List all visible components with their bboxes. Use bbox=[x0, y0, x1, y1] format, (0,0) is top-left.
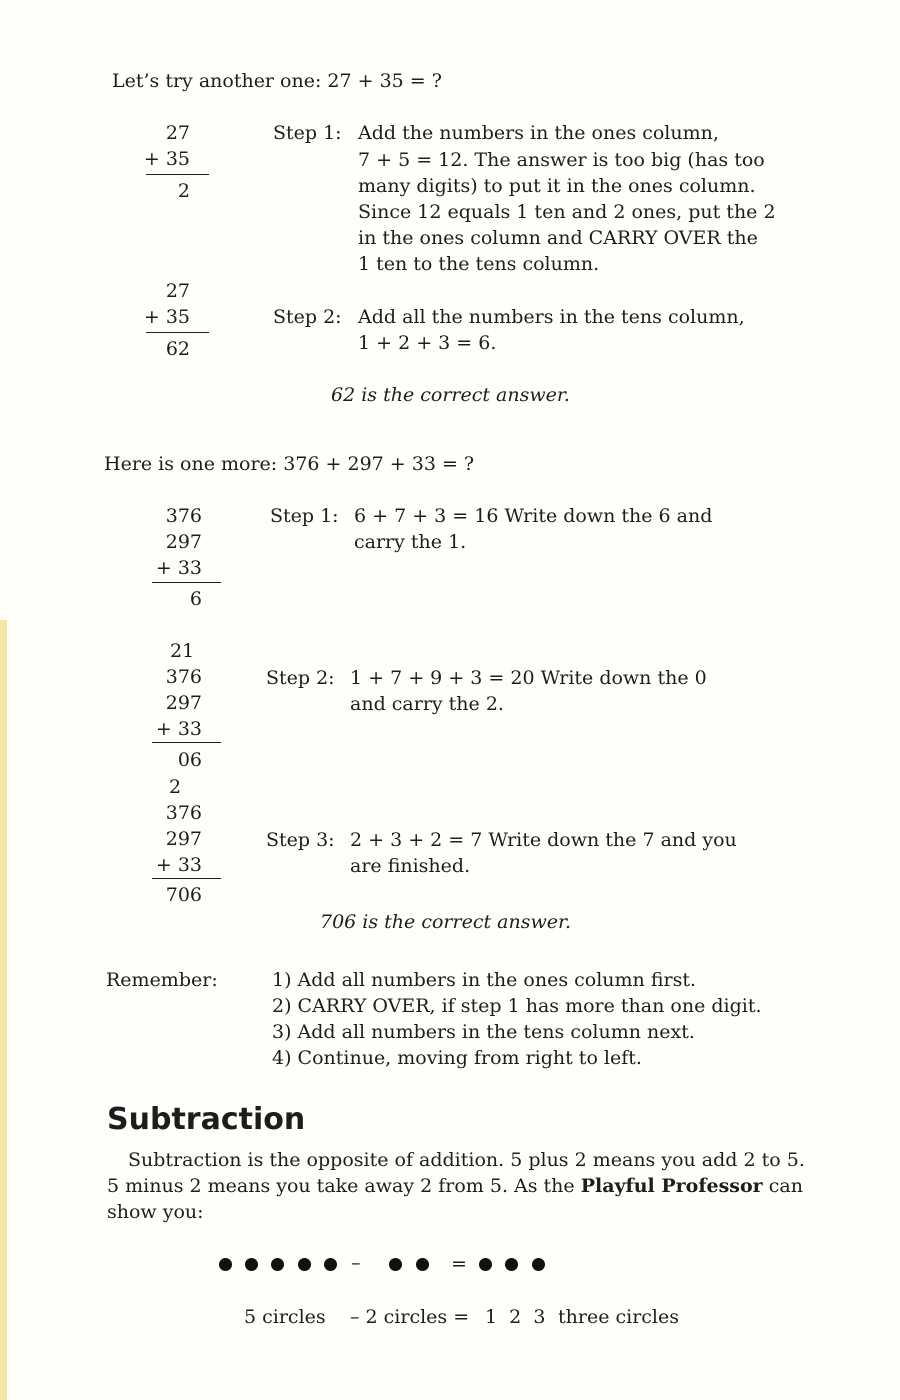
ex2-s2-num-3: + 33 bbox=[155, 718, 202, 740]
ex2-s2-num-2: 297 bbox=[165, 692, 202, 714]
subtraction-para-line-2 bbox=[107, 1173, 803, 1199]
para-line-2-text-a: 5 minus 2 means you take away 2 from 5. As the bbox=[107, 1175, 581, 1197]
ex1-s1-result: 2 bbox=[177, 180, 190, 202]
ex2-step2-text-1: 1 + 7 + 9 + 3 = 20 Write down the 0 bbox=[350, 667, 707, 689]
subtraction-para-line-3: show you: bbox=[107, 1201, 204, 1223]
ex2-s3-sum-rule bbox=[152, 878, 221, 879]
circle-dot bbox=[416, 1258, 429, 1271]
ex2-s3-num-3: + 33 bbox=[155, 854, 202, 876]
ex1-step1-text-2: 7 + 5 = 12. The answer is too big (has too bbox=[358, 149, 765, 171]
remember-item-2: 2) CARRY OVER, if step 1 has more than one digit. bbox=[272, 995, 762, 1017]
subtraction-heading: Subtraction bbox=[107, 1102, 306, 1137]
remember-item-3: 3) Add all numbers in the tens column next. bbox=[272, 1021, 695, 1043]
remember-item-4: 4) Continue, moving from right to left. bbox=[272, 1047, 642, 1069]
playful-professor-name: Playful Professor bbox=[580, 1175, 763, 1197]
circle-dot bbox=[324, 1258, 337, 1271]
ex2-step1-text-1: 6 + 7 + 3 = 16 Write down the 6 and bbox=[354, 505, 713, 527]
ex2-s1-sum-rule bbox=[152, 582, 221, 583]
ex2-s3-result: 706 bbox=[165, 884, 202, 906]
ex2-s1-result: 6 bbox=[189, 588, 202, 610]
ex2-s1-num-2: 297 bbox=[165, 531, 202, 553]
ex1-s2-addend-a: 27 bbox=[165, 280, 190, 302]
ex1-s1-sum-rule bbox=[146, 174, 209, 175]
ex2-s2-carry: 21 bbox=[170, 640, 195, 662]
ex1-step1-text-5: in the ones column and CARRY OVER the bbox=[358, 227, 758, 249]
ex1-step1-text-1: Add the numbers in the ones column, bbox=[358, 122, 719, 144]
ex2-answer: 706 is the correct answer. bbox=[320, 911, 571, 933]
caption-three-circles: three circles bbox=[558, 1306, 679, 1328]
minus-sign: – bbox=[351, 1252, 361, 1274]
para-line-2-text-b: can bbox=[762, 1175, 803, 1197]
ex1-step1-text-4: Since 12 equals 1 ten and 2 ones, put the 2 bbox=[358, 201, 776, 223]
example1-intro: Let’s try another one: 27 + 35 = ? bbox=[112, 70, 442, 92]
ex2-step3-text-2: are finished. bbox=[350, 855, 471, 877]
ex1-step2-label: Step 2: bbox=[273, 306, 342, 328]
caption-minus-two-circles: – 2 circles = bbox=[350, 1306, 470, 1328]
ex2-step3-text-1: 2 + 3 + 2 = 7 Write down the 7 and you bbox=[350, 829, 737, 851]
ex2-s2-result: 06 bbox=[177, 749, 202, 771]
ex1-step1-label: Step 1: bbox=[273, 122, 342, 144]
ex2-step1-text-2: carry the 1. bbox=[354, 531, 467, 553]
ex1-s1-addend-b: + 35 bbox=[143, 148, 190, 170]
ex2-step2-label: Step 2: bbox=[266, 667, 335, 689]
example2-intro: Here is one more: 376 + 297 + 33 = ? bbox=[104, 453, 475, 475]
equals-sign: = bbox=[451, 1253, 467, 1275]
ex2-s2-num-1: 376 bbox=[165, 666, 202, 688]
remember-label: Remember: bbox=[106, 969, 218, 991]
ex2-step2-text-2: and carry the 2. bbox=[350, 693, 504, 715]
circle-dot bbox=[271, 1258, 284, 1271]
caption-count: 1 2 3 bbox=[485, 1306, 546, 1328]
circle-dot bbox=[245, 1258, 258, 1271]
ex1-step2-text-2: 1 + 2 + 3 = 6. bbox=[358, 332, 497, 354]
ex1-answer: 62 is the correct answer. bbox=[331, 384, 570, 406]
circle-dot bbox=[298, 1258, 311, 1271]
ex2-s2-sum-rule bbox=[152, 742, 221, 743]
ex2-s3-carry: 2 bbox=[169, 776, 182, 798]
ex1-s2-sum-rule bbox=[146, 332, 209, 333]
ex2-step1-label: Step 1: bbox=[270, 505, 339, 527]
remember-item-1: 1) Add all numbers in the ones column first. bbox=[272, 969, 697, 991]
circle-dot bbox=[479, 1258, 492, 1271]
ex1-s1-addend-a: 27 bbox=[165, 122, 190, 144]
caption-five-circles: 5 circles bbox=[244, 1306, 326, 1328]
ex2-s3-num-1: 376 bbox=[165, 802, 202, 824]
circle-dot bbox=[219, 1258, 232, 1271]
ex2-s1-num-1: 376 bbox=[165, 505, 202, 527]
ex1-step1-text-6: 1 ten to the tens column. bbox=[358, 253, 600, 275]
ex1-step1-text-3: many digits) to put it in the ones column. bbox=[358, 175, 756, 197]
subtraction-para-line-1: Subtraction is the opposite of addition. 5 plus 2 means you add 2 to 5. bbox=[128, 1149, 805, 1171]
ex1-s2-addend-b: + 35 bbox=[143, 306, 190, 328]
page-edge-tint bbox=[0, 620, 7, 1400]
ex2-s3-num-2: 297 bbox=[165, 828, 202, 850]
circle-dot bbox=[505, 1258, 518, 1271]
circle-dot bbox=[389, 1258, 402, 1271]
ex2-step3-label: Step 3: bbox=[266, 829, 335, 851]
circle-dot bbox=[532, 1258, 545, 1271]
ex1-step2-text-1: Add all the numbers in the tens column, bbox=[358, 306, 745, 328]
ex1-s2-result: 62 bbox=[165, 338, 190, 360]
ex2-s1-num-3: + 33 bbox=[155, 557, 202, 579]
